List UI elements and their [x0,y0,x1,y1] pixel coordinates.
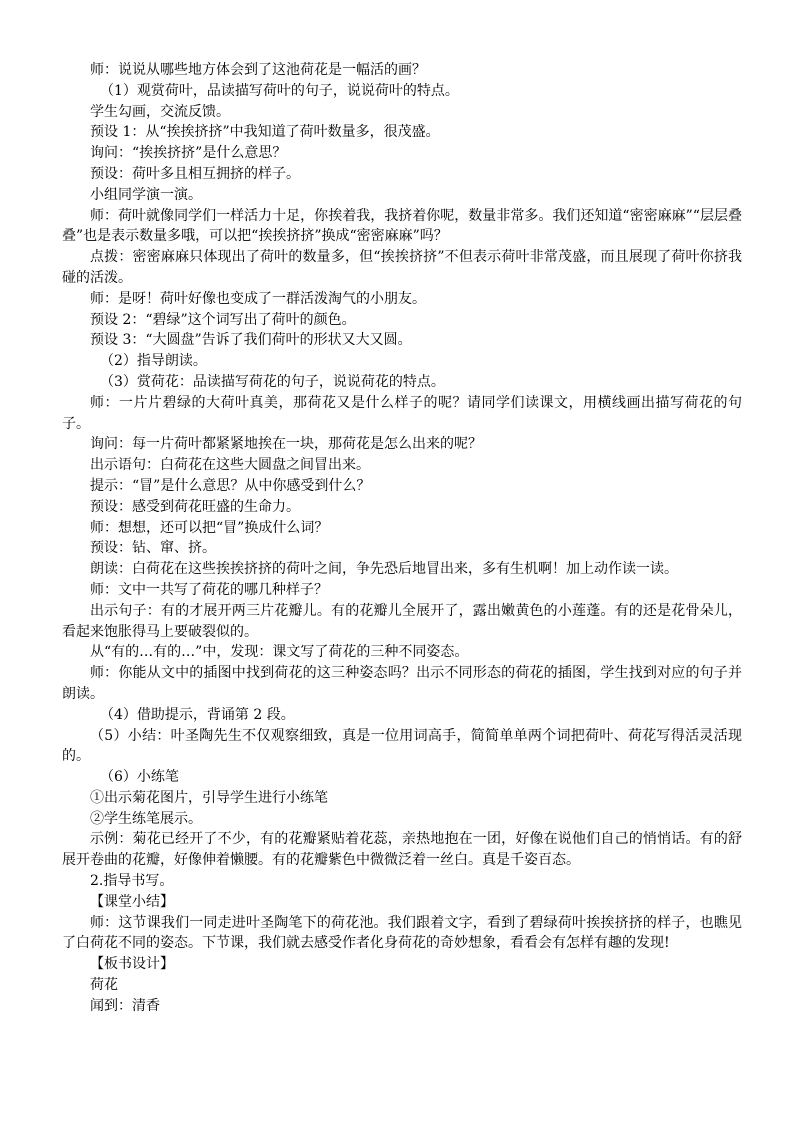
text-line: （4）借助提示，背诵第 2 段。 [100,706,295,723]
text-line: 师：说说从哪些地方体会到了这池荷花是一幅活的画？ [90,62,426,78]
text-line: ②学生练笔展示。 [90,810,202,827]
text-paragraph: 点拨：密密麻麻只体现出了荷叶的数量多，但“挨挨挤挤”不但表示荷叶非常茂盛，而且展现了荷叶你挤我碰的活泼。 [62,249,742,286]
text-paragraph: （5）小结：叶圣陶先生不仅观察细致，真是一位用词高手，简简单单两个词把荷叶、荷花写得活灵活现的。 [62,727,742,765]
text-line: （1）观赏荷叶，品读描写荷叶的句子，说说荷叶的特点。 [100,82,459,99]
text-paragraph: 师：一片片碧绿的大荷叶真美，那荷花又是什么样子的呢？请同学们读课文，用横线画出描写荷花的句子。 [62,394,742,432]
text-paragraph: 朗读：白荷花在这些挨挨挤挤的荷叶之间，争先恐后地冒出来，多有生机啊！加上动作读一读。 [90,561,678,578]
text-line: 预设 2：“碧绿”这个词写出了荷叶的颜色。 [90,311,356,328]
text-line: 师：文中一共写了荷花的哪几种样子？ [90,581,328,598]
text-line: 预设 1：从“挨挨挤挤”中我知道了荷叶数量多，很茂盛。 [90,124,440,141]
section-heading: 【板书设计】 [90,956,174,973]
text-paragraph: 师：这节课我们一同走进叶圣陶笔下的荷花池。我们跟着文字，看到了碧绿荷叶挨挨挤挤的样子，也瞧见了白荷花不同的姿态。下节课，我们就去感受作者化身荷花的奇妙想象，看看会有怎样有趣的发现! [62,914,742,952]
text-line: 师：想想，还可以把“冒”换成什么词？ [90,519,329,536]
text-line: 预设：荷叶多且相互拥挤的样子。 [90,165,300,182]
text-line: 预设 3：“大圆盘”告诉了我们荷叶的形状又大又圆。 [90,332,412,349]
text-line: 出示语句：白荷花在这些大圆盘之间冒出来。 [90,457,370,474]
text-line: 师：是呀！荷叶好像也变成了一群活泼淘气的小朋友。 [90,290,426,307]
text-paragraph: 示例：菊花已经开了不少，有的花瓣紧贴着花蕊，亲热地抱在一团，好像在说他们自己的悄悄话。有的舒展开卷曲的花瓣，好像伸着懒腰。有的花瓣紫色中微微泛着一丝白。真是千姿百态。 [62,831,742,869]
text-line: （2）指导朗读。 [100,353,207,370]
text-line: 从“有的…有的…”中，发现：课文写了荷花的三种不同姿态。 [90,644,469,661]
section-heading: 【课堂小结】 [90,893,174,910]
text-line: （6）小练笔 [100,769,179,786]
text-line: 预设：感受到荷花旺盛的生命力。 [90,498,300,515]
text-paragraph: 师：你能从文中的插图中找到荷花的这三种姿态吗？出示不同形态的荷花的插图，学生找到对应的句子并朗读。 [62,665,742,702]
text-line: 闻到：清香 [90,997,160,1014]
text-line: 预设：钻、窜、挤。 [90,540,216,557]
text-line: 荷花 [90,977,118,994]
text-line: 提示：“冒”是什么意思？从中你感受到什么？ [90,477,371,494]
text-line: 学生勾画，交流反馈。 [90,103,230,120]
text-line: 2.指导书写。 [90,873,174,890]
text-paragraph: 师：荷叶就像同学们一样活力十足，你挨着我，我挤着你呢，数量非常多。我们还知道“密密麻麻”“层层叠叠”也是表示数量多哦，可以把“挨挨挤挤”换成“密密麻麻”吗？ [62,207,742,245]
lesson-plan-document [62,60,742,1017]
text-line: ①出示菊花图片，引导学生进行小练笔 [90,789,328,806]
text-line: 小组同学演一演。 [90,186,202,203]
text-line: （3）赏荷花：品读描写荷花的句子，说说荷花的特点。 [100,373,445,390]
text-line: 询问：“挨挨挤挤”是什么意思？ [90,145,287,162]
text-paragraph: 出示句子：有的才展开两三片花瓣儿。有的花瓣儿全展开了，露出嫩黄色的小莲蓬。有的还是花骨朵儿，看起来饱胀得马上要破裂似的。 [62,602,742,640]
text-line: 询问：每一片荷叶都紧紧地挨在一块，那荷花是怎么出来的呢？ [90,436,482,453]
